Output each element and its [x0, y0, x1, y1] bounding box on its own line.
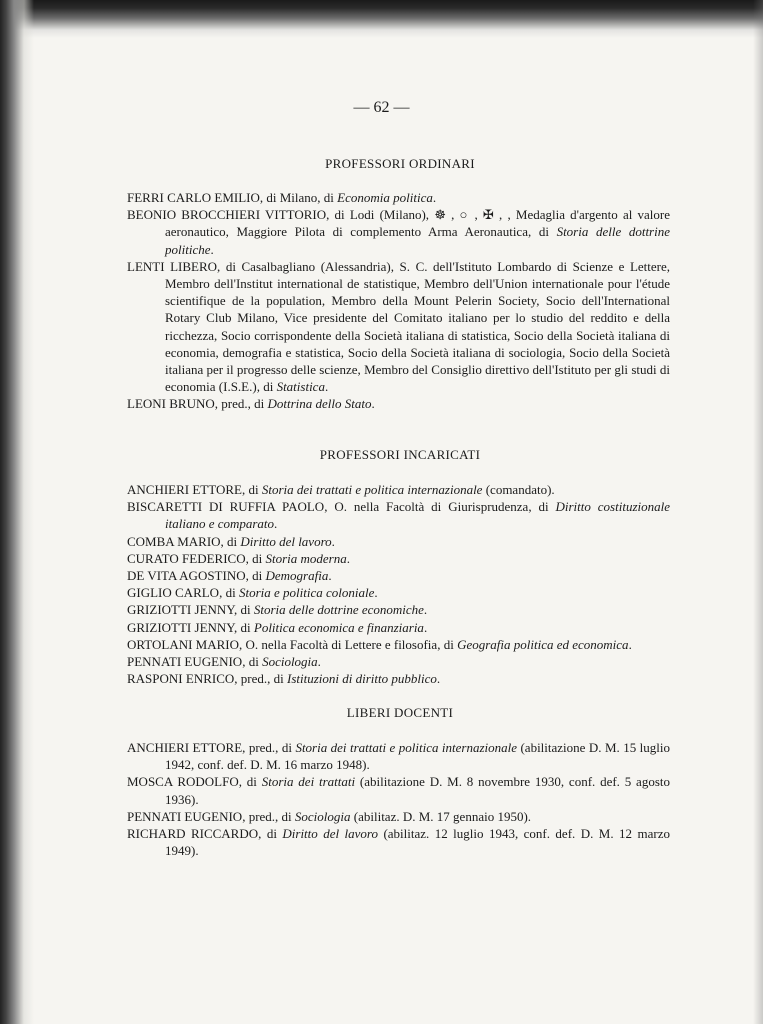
faculty-name: LENTI LIBERO — [127, 258, 218, 274]
faculty-entry — [127, 498, 670, 532]
entry-details-end: . — [274, 516, 278, 532]
entry-details: , di — [234, 602, 254, 618]
entry-list-professori-incaricati — [127, 481, 670, 687]
faculty-entry — [127, 825, 670, 859]
entry-details: , di — [245, 568, 266, 584]
entry-details-end: . — [436, 671, 441, 687]
entry-details: , di Casalbagliano (Alessandria), S. C. dell'Istituto Lombardo di Scienze e Lettere, Membro dell'Institut international de statistique, Membro dell'Union internationale pour l'étude scientifique de la population, Membro della Mount Pelerin Society, Socio dell'International Rotary Club Milano, Vice presidente del Comitato italiano per lo studio del reddito e della ricchezza, Socio corrispondente della Società italiana di statistica, Socio della Società italiana di economia, demografia e statistica, Socio della Società italiana di sociologia, Socio della Società italiana per il progresso delle scienze, Membro del Consiglio direttivo dell'Istituto per gli studi di economia (I.S.E.), di — [165, 258, 671, 395]
entry-details: , O. nella Facoltà di Lettere e filosofia, di — [239, 636, 458, 652]
entry-details-end: . — [432, 190, 437, 205]
faculty-name: FERRI CARLO EMILIO — [127, 190, 260, 205]
scan-border-top — [0, 0, 763, 38]
entry-list-liberi-docenti — [127, 739, 670, 859]
faculty-name: ANCHIERI ETTORE — [127, 740, 243, 755]
entry-details: , pred., di — [214, 396, 268, 412]
faculty-name: BISCARETTI DI RUFFIA PAOLO — [127, 499, 325, 515]
faculty-entry — [127, 670, 670, 687]
faculty-entry — [127, 481, 670, 498]
entry-details-end: . — [324, 379, 329, 395]
faculty-name: MOSCA RODOLFO — [127, 774, 239, 790]
entry-details-end: (abilitaz. 12 luglio 1943, conf. def. D. M. 12 marzo 1949). — [165, 826, 670, 859]
subject-title: Diritto del lavoro — [240, 533, 332, 549]
faculty-entry — [127, 189, 670, 206]
faculty-name: LEONI BRUNO — [127, 396, 215, 412]
faculty-entry — [127, 636, 670, 653]
subject-title: Storia dei trattati e politica internazionale — [261, 482, 483, 497]
faculty-entry — [127, 653, 670, 670]
subject-title: Storia delle dottrine politiche — [165, 224, 670, 257]
faculty-name: COMBA MARIO — [127, 533, 221, 549]
entry-details: , di — [234, 619, 254, 635]
faculty-entry — [127, 258, 670, 396]
entry-details-end: (comandato). — [482, 482, 555, 497]
subject-title: Storia dei trattati e politica internazionale — [295, 740, 518, 755]
subject-title: Istituzioni di diritto pubblico — [286, 671, 437, 687]
section-heading-professori-incaricati: PROFESSORI INCARICATI — [319, 447, 481, 462]
entry-details: , pred., di — [242, 808, 295, 824]
entry-details: , di Lodi (Milano), ☸ , ○ , ✠ , , Medaglia d'argento al valore aeronautico, Maggiore Pilota di complemento Arma Aeronautica, di — [165, 207, 670, 240]
entry-details-end: . — [423, 619, 428, 635]
subject-title: Diritto del lavoro — [282, 826, 379, 842]
subject-title: Sociologia — [294, 808, 351, 824]
faculty-name: GRIZIOTTI JENNY — [127, 602, 234, 618]
faculty-name: GIGLIO CARLO — [127, 585, 220, 601]
scan-border-left — [0, 0, 34, 1024]
faculty-name: ANCHIERI ETTORE — [127, 482, 242, 497]
faculty-entry — [127, 395, 670, 412]
faculty-name: ORTOLANI MARIO — [127, 636, 240, 652]
entry-list-professori-ordinari — [127, 189, 670, 413]
entry-details: , di — [238, 774, 262, 790]
entry-details: , pred., di — [242, 740, 296, 755]
faculty-name: PENNATI EUGENIO — [127, 654, 243, 670]
subject-title: Statistica — [276, 379, 325, 395]
faculty-entry — [127, 533, 670, 550]
entry-details-end: . — [628, 636, 632, 652]
subject-title: Politica economica e finanziaria — [253, 619, 424, 635]
faculty-name: GRIZIOTTI JENNY — [127, 619, 234, 635]
faculty-name: DE VITA AGOSTINO — [127, 568, 246, 584]
faculty-entry — [127, 601, 670, 618]
subject-title: Sociologia — [262, 654, 318, 670]
subject-title: Diritto costituzionale italiano e comparato — [165, 499, 670, 532]
faculty-name: RICHARD RICCARDO — [127, 826, 259, 842]
entry-details: , di — [242, 654, 263, 670]
faculty-name: PENNATI EUGENIO — [127, 808, 243, 824]
subject-title: Dottrina dello Stato — [267, 396, 372, 412]
entry-details-end: . — [328, 568, 332, 584]
entry-details-end: . — [317, 654, 321, 670]
entry-details: , pred., di — [234, 671, 287, 687]
subject-title: Storia e politica coloniale — [238, 585, 375, 601]
entry-details: , di — [219, 585, 239, 601]
faculty-entry — [127, 206, 670, 258]
entry-details-end: . — [423, 602, 428, 618]
entry-details-end: . — [346, 550, 350, 566]
entry-details: , di — [258, 826, 283, 842]
faculty-entry — [127, 584, 670, 601]
faculty-entry — [127, 550, 670, 567]
entry-details: , di — [241, 482, 262, 497]
entry-details-end: (abilitazione D. M. 8 novembre 1930, conf. def. 5 agosto 1936). — [165, 774, 670, 807]
faculty-entry — [127, 773, 670, 807]
page-number: — 62 — — [353, 99, 410, 116]
subject-title: Storia moderna — [265, 550, 347, 566]
subject-title: Demografia — [265, 568, 329, 584]
subject-title: Geografia politica ed economica — [457, 636, 629, 652]
entry-details: , O. nella Facoltà di Giurisprudenza, di — [324, 499, 556, 515]
entry-details: , di Milano, di — [259, 190, 338, 205]
entry-details-end: (abilitaz. D. M. 17 gennaio 1950). — [350, 808, 532, 824]
section-heading-professori-ordinari: PROFESSORI ORDINARI — [325, 156, 475, 171]
faculty-entry — [127, 808, 670, 825]
faculty-entry — [127, 619, 670, 636]
scan-border-right — [753, 0, 763, 1024]
subject-title: Storia dei trattati — [261, 774, 356, 790]
faculty-entry — [127, 567, 670, 584]
entry-details-end: . — [374, 585, 378, 601]
section-heading-liberi-docenti: LIBERI DOCENTI — [346, 705, 454, 720]
entry-details: , di — [220, 533, 241, 549]
entry-details-end: . — [331, 533, 335, 549]
entry-details-end: . — [371, 396, 375, 412]
faculty-entry — [127, 739, 670, 773]
faculty-name: CURATO FEDERICO — [127, 550, 246, 566]
subject-title: Storia delle dottrine economiche — [253, 602, 424, 618]
entry-details-end: (abilitazione D. M. 15 luglio 1942, conf. def. D. M. 16 marzo 1948). — [165, 740, 670, 773]
subject-title: Economia politica — [337, 190, 433, 205]
entry-details-end: . — [210, 241, 214, 257]
faculty-name: BEONIO BROCCHIERI VITTORIO — [127, 207, 327, 223]
entry-details: , di — [245, 550, 266, 566]
faculty-name: RASPONI ENRICO — [127, 671, 235, 687]
